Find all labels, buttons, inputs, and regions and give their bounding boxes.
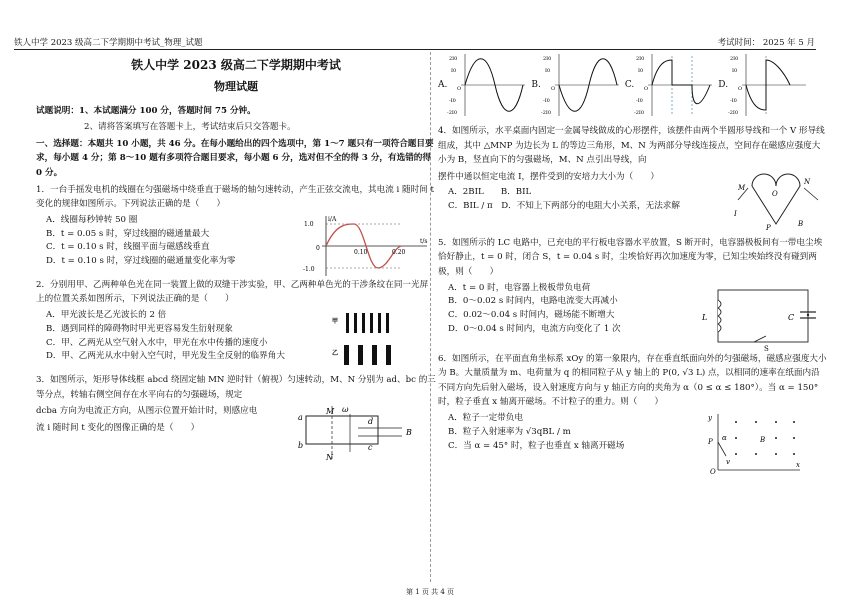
q4-label-i: I	[734, 209, 737, 218]
q5-label-c: C	[788, 312, 795, 322]
q1-xtick-2: 0.20	[392, 248, 406, 256]
exam-subtitle: 物理试题	[214, 80, 258, 94]
q5-lc-circuit	[694, 282, 824, 352]
q1-sine-graph	[302, 214, 432, 278]
q4-label-n: N	[804, 177, 811, 186]
q6-label-p: P	[708, 438, 713, 447]
right-column	[438, 52, 828, 474]
q5-option-c: C．0.02～0.04 s 时间内，磁场能不断增大	[448, 310, 615, 321]
svg-text:-2I0: -2I0	[447, 110, 458, 116]
svg-text:O: O	[457, 86, 462, 92]
q3-stem-2: dcba 方向为电流正方向，从图示位置开始计时，则感应电	[36, 406, 258, 417]
q4-label-b: B	[798, 219, 804, 228]
q3-graph-b-label: B.	[531, 79, 541, 90]
q1-ytick-top: 1.0	[304, 220, 314, 228]
q6-stem: 6．如图所示，在平面直角坐标系 xOy 的第一象限内，存在垂直纸面向外的匀强磁场，磁感应强度大小为 B。大量质量为 m、电荷量为 q 的相同粒子从 y 轴上的 P(0, √3 L) 点，以相同的速率在纸面内沿不同方向先后射入磁场，设入射速度方向与 y 轴正方向的夹角为 α（0 ≤ α ≤ 180°）。当 α = 150° 时，粒子垂直 x 轴离开磁场。不计粒子的重力。则（ ）	[438, 353, 827, 408]
instruction-2: 2、请将答案填写在答题卡上，考试结束后只交答题卡。	[84, 122, 296, 133]
q2-label-jia: 甲	[332, 318, 339, 326]
q3-stem-1: 3．如图所示，矩形导体线框 abcd 绕固定轴 MN 逆时针（俯视）匀速转动，M、N 分别为 ad、bc 的三等分点，转轴右侧空间存在水平向右的匀强磁场，规定	[36, 375, 436, 400]
q3-stem-3: 流 i 随时间 t 变化的图像正确的是（ ）	[36, 422, 200, 433]
svg-text:2I0: 2I0	[449, 56, 458, 62]
q3-label-omega: ω	[342, 405, 349, 415]
q1-stem: 1．一台手摇发电机的线圈在匀强磁场中绕垂直于磁场的轴匀速转动，产生正弦交流电，其电流 i 随时间 t 变化的规律如图所示。下列说法正确的是（ ）	[36, 184, 434, 210]
page-footer: 第 1 页 共 4 页	[405, 588, 455, 596]
exam-title: 铁人中学 2023 级高二下学期期中考试	[131, 58, 341, 72]
svg-text:-I0: -I0	[449, 98, 457, 104]
svg-text:I0: I0	[451, 68, 457, 74]
svg-text:-I0: -I0	[542, 98, 550, 104]
q3-answer-graphs	[438, 52, 828, 118]
q4-option-a: A．2BIL	[448, 187, 484, 198]
svg-text:O: O	[738, 86, 743, 92]
svg-text:2I0: 2I0	[730, 56, 739, 62]
svg-text:-I0: -I0	[636, 98, 644, 104]
q2-option-a: A．甲光波长是乙光波长的 2 倍	[46, 310, 167, 321]
q3-frame-figure	[292, 404, 422, 464]
q1-ytick-bottom: -1.0	[303, 265, 315, 273]
q6-label-x: x	[796, 461, 800, 470]
svg-text:-2I0: -2I0	[634, 110, 645, 116]
q1-xtick-1: 0.10	[354, 248, 368, 256]
q4-label-o: O	[772, 189, 778, 198]
q1-xlabel: t/s	[420, 237, 428, 245]
instruction-1: 试题说明：1、本试题满分 100 分，答题时间 75 分钟。	[36, 105, 256, 116]
q3-label-b-field: B	[406, 428, 412, 438]
q3-graph-a-label: A.	[438, 79, 448, 90]
left-column	[36, 52, 436, 464]
header-rule	[14, 49, 816, 50]
q4-options-ab	[438, 186, 728, 200]
q6-option-c: C．当 α = 45° 时，粒子也垂直 x 轴离开磁场	[448, 440, 625, 451]
svg-text:I0: I0	[544, 68, 551, 74]
q4-label-p: P	[766, 223, 771, 232]
svg-text:I0: I0	[638, 68, 644, 74]
q2-fringe-figure	[332, 309, 412, 373]
q3-label-m: M	[326, 407, 335, 417]
q3-graph-d-label: D.	[718, 79, 729, 90]
q4-option-b: B．BIL	[500, 187, 532, 198]
q5-stem: 5．如图所示的 LC 电路中，已充电的平行板电容器水平放置，S 断开时，电容器极板间有一带电尘埃恰好静止，t = 0 时，闭合 S，t = 0.04 s 时，尘埃恰好再次加速度为零，已知尘埃始终没有碰到两极，则（ ）	[438, 237, 823, 278]
q3-label-a: a	[298, 413, 303, 423]
svg-text:2I0: 2I0	[542, 56, 552, 62]
q4-options-cd	[438, 200, 728, 214]
q4-stem-1: 4．如图所示，水平桌面内固定一金属导线做成的心形摆件，该摆件由两个半圆形导线和一个 V 形导线组成，其中 △MNP 为边长为 L 的等边三角形，M、N 为两部分导线连接点，空间存在磁感应强度大小为 B，竖直向下的匀强磁场，M、N 点引出导线，向	[438, 126, 825, 166]
q6-field-figure	[704, 412, 804, 474]
q2-option-c: C．甲、乙两光从空气射入水中，甲光在水中传播的速度小	[46, 337, 268, 348]
svg-text:O: O	[644, 86, 649, 92]
q1-option-d: D．t = 0.10 s 时，穿过线圈的磁通量变化率为零	[46, 256, 236, 267]
svg-text:2I0: 2I0	[636, 56, 645, 62]
q5-label-l: L	[702, 312, 708, 322]
q2-fringes-yi	[344, 345, 391, 365]
q2-stem: 2．分别用甲、乙两种单色光在同一装置上做的双缝干涉实验，甲、乙两种单色光的干涉条纹在同一光屏上的位置关系如图所示，下列说法正确的是（ ）	[36, 279, 429, 305]
q4-stem-2: 摆件中通以恒定电流 I，摆件受到的安培力大小为（ ）	[438, 171, 659, 182]
svg-text:I0: I0	[732, 68, 738, 74]
q6-option-b: B．粒子入射速率为 √3qBL / m	[448, 426, 571, 437]
page-header	[0, 0, 860, 46]
q4-option-d: D．不知上下两部分的电阻大小关系，无法求解	[501, 201, 680, 212]
header-left: 铁人中学 2023 级高二下学期期中考试_物理_试题	[14, 38, 203, 48]
q3-graph-d	[718, 52, 808, 118]
q3-label-b: b	[298, 441, 304, 451]
q3-graph-c	[625, 52, 714, 118]
q6-option-a: A．粒子一定带负电	[448, 413, 523, 424]
q2-fringes-jia	[346, 313, 389, 333]
svg-text:O: O	[550, 86, 555, 92]
q2-label-yi: 乙	[332, 350, 339, 358]
q5-label-s: S	[764, 344, 769, 352]
q4-option-c: C．BIL / π	[448, 201, 493, 212]
svg-text:-2I0: -2I0	[728, 110, 739, 116]
header-right: 考试时间： 2025 年 5 月	[717, 38, 815, 48]
q3-label-d: d	[368, 417, 374, 427]
q6-label-y: y	[708, 414, 712, 423]
q5-option-b: B．0～0.02 s 时间内，电路电流变大再减小	[448, 296, 618, 307]
q5-option-a: A．t = 0 时，电容器上极板带负电荷	[448, 282, 591, 293]
q3-graph-a	[438, 52, 527, 118]
q2-option-d: D．甲、乙两光从水中射入空气时，甲光发生全反射的临界角大	[46, 351, 285, 362]
q4-heart-figure	[734, 170, 824, 236]
q6-label-o: O	[710, 468, 716, 475]
svg-text:-I0: -I0	[730, 98, 737, 104]
section-heading: 一、选择题：本题共 10 小题，共 46 分。在每小题给出的四个选项中，第 1～7 题只有一项符合题目要求，每小题 4 分；第 8～10 题有多项符合题目要求，每小题 6 分，选对但不全的得 3 分，有选错的得 0 分。	[36, 138, 434, 179]
q3-label-c: c	[368, 443, 373, 453]
q2-option-b: B．遇到同样的障碍物时甲光更容易发生衍射现象	[46, 323, 233, 334]
q6-label-v: v	[726, 458, 730, 467]
q1-option-c: C．t = 0.10 s 时，线圈平面与磁感线垂直	[46, 242, 210, 253]
q1-option-b: B．t = 0.05 s 时，穿过线圈的磁通量最大	[46, 228, 210, 239]
q6-label-b: B	[760, 436, 766, 445]
q3-graph-c-label: C.	[624, 79, 635, 90]
q3-graph-b	[531, 52, 620, 118]
q5-option-d: D．0～0.04 s 时间内，电流方向变化了 1 次	[448, 323, 621, 334]
q6-label-alpha: α	[722, 434, 727, 443]
q1-option-a: A．线圈每秒钟转 50 圈	[46, 214, 138, 225]
q3-label-n: N	[326, 453, 333, 463]
q1-ytick-zero: 0	[316, 244, 320, 252]
svg-text:-2I0: -2I0	[540, 110, 551, 116]
q1-ylabel: i/A	[328, 215, 337, 223]
q4-label-m: M	[738, 183, 746, 192]
